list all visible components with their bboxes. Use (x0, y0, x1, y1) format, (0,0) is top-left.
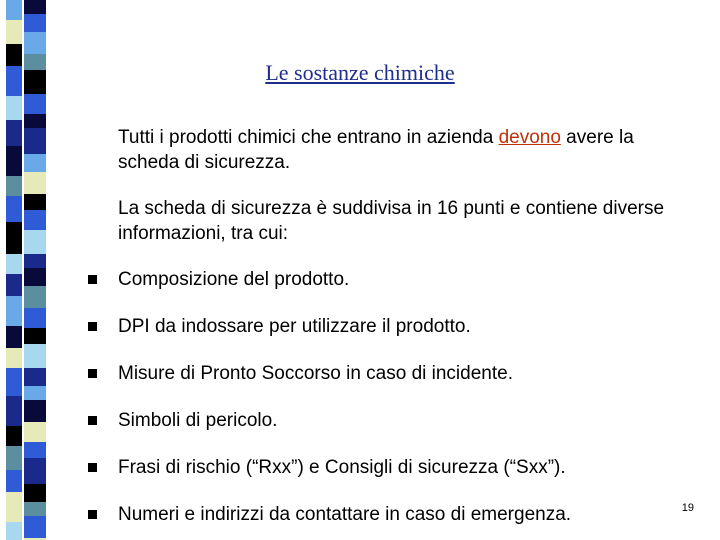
bullet-square-icon (88, 510, 97, 519)
intro-paragraph-2: La scheda di sicurezza è suddivisa in 16 punti e contiene diverse informazioni, tra cui: (118, 198, 665, 244)
stripe-block (6, 254, 22, 274)
stripe-block (24, 422, 46, 442)
list-item: Frasi di rischio (“Rxx”) e Consigli di sicurezza (“Sxx”). (88, 444, 708, 491)
stripe-block (24, 308, 46, 328)
stripe-block (6, 222, 22, 254)
stripe-block (6, 522, 22, 540)
stripe-block (6, 492, 22, 522)
stripe-block (24, 172, 46, 194)
bullet-square-icon (88, 463, 97, 472)
list-item: Misure di Pronto Soccorso in caso di incidente. (88, 350, 708, 397)
stripe-block (24, 328, 46, 344)
stripe-block (24, 386, 46, 400)
stripe-block (6, 348, 22, 368)
stripe-block (24, 400, 46, 422)
stripe-block (6, 176, 22, 196)
stripe-block (24, 32, 46, 54)
stripe-block (24, 0, 46, 14)
stripe-block (24, 94, 46, 114)
stripe-block (24, 14, 46, 32)
stripe-block (24, 516, 46, 538)
stripe-block (6, 396, 22, 426)
stripe-block (24, 128, 46, 154)
intro-paragraph-1 (118, 125, 698, 175)
slide-title: Le sostanze chimiche (265, 60, 455, 85)
stripe-block (24, 286, 46, 308)
stripe-block (24, 458, 46, 484)
bullet-square-icon (88, 369, 97, 378)
stripe-block (24, 484, 46, 502)
stripe-block (24, 344, 46, 368)
list-item: Simboli di pericolo. (88, 397, 708, 444)
stripe-block (6, 274, 22, 296)
stripe-block (24, 502, 46, 516)
list-item: Composizione del prodotto. (88, 256, 708, 303)
stripe-block (6, 446, 22, 470)
stripe-block (6, 196, 22, 222)
bullet-square-icon (88, 416, 97, 425)
stripe-block (24, 230, 46, 254)
page-number: 19 (681, 502, 694, 514)
stripe-block (24, 368, 46, 386)
stripe-block (6, 20, 22, 44)
bullet-square-icon (88, 322, 97, 331)
stripe-block (6, 146, 22, 176)
list-item: DPI da indossare per utilizzare il prodotto. (88, 303, 708, 350)
stripe-block (6, 326, 22, 348)
bullet-square-icon (88, 275, 97, 284)
stripe-block (6, 120, 22, 146)
stripe-block (24, 114, 46, 128)
stripe-block (6, 426, 22, 446)
stripe-block (24, 154, 46, 172)
intro-text-after: avere la scheda di sicurezza. (118, 127, 634, 173)
stripe-block (24, 210, 46, 230)
stripe-block (6, 96, 22, 120)
stripe-block (24, 442, 46, 458)
highlight-word: devono (498, 127, 561, 148)
intro-text-before: Tutti i prodotti chimici che entrano in azienda (118, 127, 499, 148)
stripe-block (24, 254, 46, 268)
stripe-block (6, 296, 22, 326)
stripe-block (6, 470, 22, 492)
list-item: Numeri e indirizzi da contattare in caso di emergenza. (88, 491, 708, 538)
bullet-list (88, 256, 708, 538)
stripe-block (24, 194, 46, 210)
stripe-block (24, 268, 46, 286)
stripe-block (6, 368, 22, 396)
stripe-block (6, 0, 22, 20)
